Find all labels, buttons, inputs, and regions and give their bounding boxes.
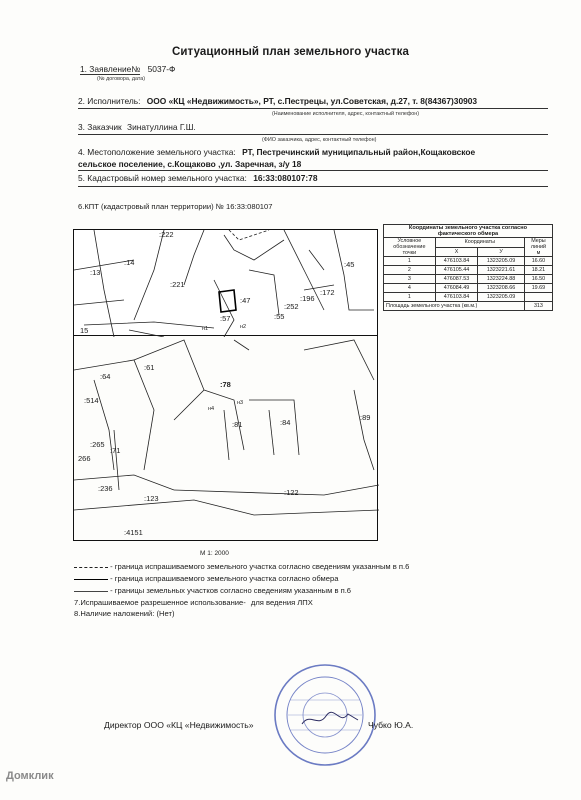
coords-y: 1323221.61 <box>478 266 525 275</box>
map-label-57: :57 <box>220 314 231 323</box>
cadastral-label: 5. Кадастровый номер земельного участка: <box>78 173 247 183</box>
coords-caption-line2: фактического обмера <box>437 231 499 237</box>
watermark: Домклик <box>6 770 54 782</box>
customer-underline <box>78 134 548 135</box>
coords-length: 18.21 <box>524 266 552 275</box>
legend-item7-label: 7.Испрашиваемое разрешенное использование- <box>74 598 246 607</box>
map-scale: М 1: 2000 <box>200 550 229 557</box>
map-label-84: :84 <box>280 418 291 427</box>
coords-col-length-line2: линий <box>530 244 547 250</box>
map-label-45: :45 <box>344 260 355 269</box>
legend-dashed-line <box>74 567 108 568</box>
map-label-64: :64 <box>100 372 111 381</box>
executor-underline <box>78 108 548 109</box>
coords-x: 476105.44 <box>435 266 477 275</box>
coords-col-point-line1: Условное <box>397 238 422 244</box>
map-label-13: :13 <box>90 268 101 277</box>
legend-text-1: - граница испрашиваемого земельного участка согласно сведениям указанным в п.6 <box>110 562 410 571</box>
location-label: 4. Местоположение земельного участка: <box>78 147 236 157</box>
coords-length: 19.69 <box>524 284 552 293</box>
map-label-81: :81 <box>232 420 243 429</box>
table-row <box>384 257 553 266</box>
legend-text-2: - граница испрашиваемого земельного участка согласно обмера <box>110 574 339 583</box>
coords-col-length-line1: Меры <box>531 238 546 244</box>
executor-row <box>78 96 477 106</box>
legend-item-1 <box>74 562 409 571</box>
handwritten-signature <box>300 708 360 730</box>
table-row <box>384 284 553 293</box>
map-label-47: :47 <box>240 296 251 305</box>
application-number: 5037-Ф <box>147 64 176 74</box>
application-hint: (№ договора, дата) <box>97 76 146 82</box>
coords-point: 1 <box>384 257 436 266</box>
coords-length <box>524 293 552 302</box>
customer-hint: (ФИО заказчика, адрес, контактный телефон) <box>262 137 377 143</box>
kpt-line: 6.КПТ (кадастровый план территории) № 16:33:080107 <box>78 202 273 211</box>
legend-item-8: 8.Наличие наложений: (Нет) <box>74 609 175 618</box>
coords-x: 476103.84 <box>435 257 477 266</box>
legend-text-3: - границы земельных участков согласно сведениям указанным в п.6 <box>110 586 352 595</box>
legend-thin-line <box>74 591 108 592</box>
coords-col-coordinates: Координаты <box>435 238 524 248</box>
application-row <box>80 64 175 74</box>
map-label-89: :89 <box>360 413 371 422</box>
map-point-n2: н2 <box>240 324 247 330</box>
coords-point: 3 <box>384 275 436 284</box>
director-title: Директор ООО «КЦ «Недвижимость» <box>104 720 254 730</box>
director-name: Чубко Ю.А. <box>368 720 414 730</box>
map-point-n1: н1 <box>202 326 209 332</box>
map-label-221: :221 <box>170 280 185 289</box>
cadastral-underline <box>78 186 548 187</box>
map-label-514: :514 <box>84 396 99 405</box>
map-label-196: :196 <box>300 294 315 303</box>
map-label-222: :222 <box>159 230 174 239</box>
table-row <box>384 293 553 302</box>
coords-x: 476103.84 <box>435 293 477 302</box>
coords-x: 476084.49 <box>435 284 477 293</box>
map-label-252: :252 <box>284 302 299 311</box>
executor-hint: (Наименование исполнителя, адрес, контактный телефон) <box>272 111 420 117</box>
coords-point: 1 <box>384 293 436 302</box>
customer-row <box>78 122 196 132</box>
table-row <box>384 275 553 284</box>
location-value-line2: сельское поселение, с.Кощаково ,ул. Заречная, з/у 18 <box>78 159 302 169</box>
map-label-4151: :4151 <box>124 528 143 537</box>
coords-length: 16.60 <box>524 257 552 266</box>
map-point-n3: н3 <box>237 400 244 406</box>
table-row <box>384 266 553 275</box>
coords-col-point-line2: обозначение <box>393 244 426 250</box>
map-label-55: :55 <box>274 312 285 321</box>
cadastral-value: 16:33:080107:78 <box>253 173 318 183</box>
executor-label: 2. Исполнитель: <box>78 96 141 106</box>
situation-map <box>73 229 378 336</box>
table-row-area <box>384 302 553 311</box>
area-value: 313 <box>524 302 552 311</box>
coords-point: 2 <box>384 266 436 275</box>
coords-caption-line1: Координаты земельного участка согласно <box>408 225 528 231</box>
coords-col-point-line3: точки <box>402 250 417 256</box>
location-underline <box>78 170 548 171</box>
coords-col-x: Х <box>435 247 477 257</box>
document-title: Ситуационный план земельного участка <box>171 46 410 58</box>
legend-item7-value: для ведения ЛПХ <box>250 598 313 607</box>
legend-item-3 <box>74 586 351 595</box>
coords-y: 1323208.66 <box>478 284 525 293</box>
location-value-line1: РТ, Пестречинский муниципальный район,Кощаковское <box>242 147 476 157</box>
parcel-78-boundary <box>219 290 236 312</box>
customer-label: 3. Заказчик <box>78 122 122 132</box>
executor-value: ООО «КЦ «Недвижимость», РТ, с.Пестрецы, ул.Советская, д.27, т. 8(84367)30903 <box>146 96 478 106</box>
application-label: 1. Заявление№ <box>80 64 141 74</box>
coords-col-y: У <box>478 247 525 257</box>
cadastral-row <box>78 173 317 183</box>
map-label-15: 15 <box>80 326 89 335</box>
coords-col-point <box>384 238 436 257</box>
map-point-n4: н4 <box>208 406 215 412</box>
coords-col-length <box>524 238 552 257</box>
map-label-123: :123 <box>144 494 159 503</box>
customer-value: Зинатуллина Г.Ш. <box>127 122 196 132</box>
legend-item-7 <box>74 598 313 607</box>
map-label-172: :172 <box>320 288 335 297</box>
map-label-265: :265 <box>90 440 105 449</box>
map-label-71: :71 <box>110 446 121 455</box>
legend-item-2 <box>74 574 338 583</box>
coords-y: 1323205.09 <box>478 257 525 266</box>
coordinates-table <box>383 224 553 311</box>
area-label: Площадь земельного участка (кв.м.) <box>384 302 525 311</box>
map-label-236: :236 <box>98 484 113 493</box>
legend-solid-line <box>74 579 108 580</box>
coords-point: 4 <box>384 284 436 293</box>
map-label-266: 266 <box>78 454 91 463</box>
map-label-78: :78 <box>220 380 231 389</box>
coords-y: 1323205.09 <box>478 293 525 302</box>
coords-col-length-line3: м <box>536 250 541 256</box>
coords-x: 476087.53 <box>435 275 477 284</box>
coords-caption <box>384 225 553 238</box>
map-label-122: :122 <box>284 488 299 497</box>
map-label-61: :61 <box>144 363 155 372</box>
map-lower-area <box>73 336 378 345</box>
coords-y: 1323224.88 <box>478 275 525 284</box>
coords-length: 16.50 <box>524 275 552 284</box>
map-label-14: :14 <box>124 258 135 267</box>
location-row <box>78 147 475 157</box>
